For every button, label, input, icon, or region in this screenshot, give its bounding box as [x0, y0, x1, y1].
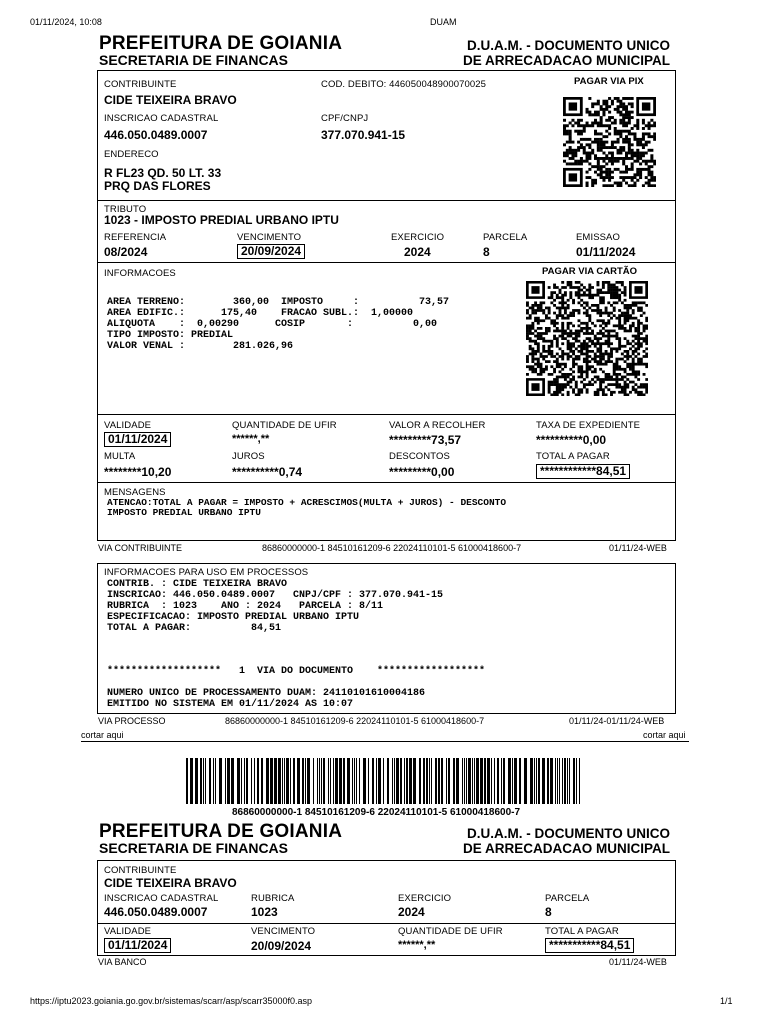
bank-inscricao-label: INSCRICAO CADASTRAL: [104, 893, 219, 904]
cod-debito: COD. DEBITO: 446050048900070025: [321, 79, 487, 90]
ufir-label: QUANTIDADE DE UFIR: [232, 420, 337, 431]
bank-total-value: ***********84,51: [545, 938, 634, 953]
endereco-label: ENDERECO: [104, 149, 159, 160]
via-processo-label: VIA PROCESSO: [98, 716, 166, 726]
emissao-label: EMISSAO: [576, 232, 620, 243]
bank-exercicio-value: 2024: [398, 905, 425, 919]
cut-here-right: cortar aqui: [643, 730, 686, 740]
bank-validade-label: VALIDADE: [104, 926, 152, 937]
doc-title-line1: D.U.A.M. - DOCUMENTO UNICO: [467, 38, 670, 53]
info-line: TIPO IMPOSTO: PREDIAL: [107, 330, 234, 341]
multa-label: MULTA: [104, 451, 136, 462]
print-title: DUAM: [430, 17, 457, 27]
bank-vencimento-label: VENCIMENTO: [251, 926, 316, 937]
via-contribuinte-label: VIA CONTRIBUINTE: [98, 543, 183, 553]
print-datetime: 01/11/2024, 10:08: [30, 17, 102, 27]
bank-doc-title-line2: DE ARRECADACAO MUNICIPAL: [463, 841, 670, 856]
exercicio-label: EXERCICIO: [391, 232, 445, 243]
bank-total-label: TOTAL A PAGAR: [545, 926, 619, 937]
pix-label: PAGAR VIA PIX: [574, 76, 644, 87]
contrib-label: CONTRIBUINTE: [104, 79, 177, 90]
bank-rubrica-value: 1023: [251, 905, 278, 919]
info-line: VALOR VENAL : 281.026,96: [107, 341, 294, 352]
bank-ufir-label: QUANTIDADE DE UFIR: [398, 926, 503, 937]
vencimento-value: 20/09/2024: [237, 244, 305, 259]
mensagem-line1: ATENCAO:TOTAL A PAGAR = IMPOSTO + ACRESCIMOS(MULTA + JUROS) - DESCONTO: [107, 497, 507, 508]
barcode-digits: 86860000000-1 84510161209-6 22024110101-5 61000418600-7: [232, 807, 521, 818]
bank-validade-value: 01/11/2024: [104, 938, 171, 953]
referencia-value: 08/2024: [104, 245, 148, 259]
total-value: ************84,51: [536, 464, 630, 479]
card-label: PAGAR VIA CARTÃO: [542, 266, 637, 277]
processos-line: ESPECIFICACAO: IMPOSTO PREDIAL URBANO IPTU: [107, 612, 360, 623]
cpf-value: 377.070.941-15: [321, 128, 406, 142]
processos-label: INFORMACOES PARA USO EM PROCESSOS: [104, 567, 309, 578]
cut-here-left: cortar aqui: [81, 730, 124, 740]
via-banco-tag: 01/11/24-WEB: [609, 957, 667, 967]
doc-title-line2: DE ARRECADACAO MUNICIPAL: [463, 53, 670, 68]
validade-value: 01/11/2024: [104, 432, 171, 447]
referencia-label: REFERENCIA: [104, 232, 167, 243]
bank-parcela-value: 8: [545, 905, 552, 919]
cpf-label: CPF/CNPJ: [321, 113, 369, 124]
parcela-label: PARCELA: [483, 232, 528, 243]
bank-inscricao-value: 446.050.0489.0007: [104, 905, 208, 919]
via-contribuinte-code: 86860000000-1 84510161209-6 22024110101-5 61000418600-7: [262, 543, 522, 553]
exercicio-value: 2024: [404, 245, 431, 259]
payment-barcode[interactable]: [186, 758, 582, 804]
via-processo-tag: 01/11/24-01/11/24-WEB: [569, 716, 665, 726]
info-line: AREA TERRENO: 360,00 IMPOSTO : 73,57: [107, 297, 450, 308]
via-processo-code: 86860000000-1 84510161209-6 22024110101-5 61000418600-7: [225, 716, 485, 726]
juros-value: **********0,74: [232, 465, 303, 479]
inscricao-label: INSCRICAO CADASTRAL: [104, 113, 219, 124]
processos-line: RUBRICA : 1023 ANO : 2024 PARCELA : 8/11: [107, 601, 384, 612]
org-title: PREFEITURA DE GOIANIA: [99, 33, 343, 54]
mensagens-label: MENSAGENS: [104, 487, 166, 498]
processos-line: INSCRICAO: 446.050.0489.0007 CNPJ/CPF : 377.070.941-15: [107, 590, 444, 601]
pix-qr-code[interactable]: [563, 97, 656, 187]
parcela-value: 8: [483, 245, 490, 259]
ufir-value: ******,**: [232, 433, 270, 445]
juros-label: JUROS: [232, 451, 265, 462]
bank-vencimento-value: 20/09/2024: [251, 939, 312, 953]
bank-contrib-label: CONTRIBUINTE: [104, 865, 177, 876]
endereco-line1: R FL23 QD. 50 LT. 33: [104, 166, 222, 180]
recolher-label: VALOR A RECOLHER: [389, 420, 486, 431]
bank-contrib-name: CIDE TEIXEIRA BRAVO: [104, 876, 237, 890]
processos-line: TOTAL A PAGAR: 84,51: [107, 623, 282, 634]
bank-ufir-value: ******,**: [398, 939, 436, 951]
tributo-value: 1023 - IMPOSTO PREDIAL URBANO IPTU: [104, 213, 339, 227]
informacoes-label: INFORMACOES: [104, 268, 176, 279]
descontos-value: *********0,00: [389, 465, 455, 479]
taxa-label: TAXA DE EXPEDIENTE: [536, 420, 641, 431]
descontos-label: DESCONTOS: [389, 451, 450, 462]
dept-title: SECRETARIA DE FINANCAS: [99, 52, 289, 68]
mensagem-line2: IMPOSTO PREDIAL URBANO IPTU: [107, 507, 261, 518]
via-contribuinte-tag: 01/11/24-WEB: [609, 543, 667, 553]
validade-label: VALIDADE: [104, 420, 152, 431]
multa-value: ********10,20: [104, 465, 172, 479]
endereco-line2: PRQ DAS FLORES: [104, 179, 211, 193]
contrib-name: CIDE TEIXEIRA BRAVO: [104, 93, 237, 107]
via-banco-label: VIA BANCO: [98, 957, 147, 967]
bank-org-title: PREFEITURA DE GOIANIA: [99, 821, 343, 842]
bank-doc-title-line1: D.U.A.M. - DOCUMENTO UNICO: [467, 826, 670, 841]
inscricao-value: 446.050.0489.0007: [104, 128, 208, 142]
recolher-value: *********73,57: [389, 433, 462, 447]
tributo-label: TRIBUTO: [104, 204, 147, 215]
taxa-value: **********0,00: [536, 433, 607, 447]
bank-exercicio-label: EXERCICIO: [398, 893, 452, 904]
info-line: ALIQUOTA : 0,00290 COSIP : 0,00: [107, 319, 438, 330]
print-page-number: 1/1: [720, 996, 733, 1006]
bank-parcela-label: PARCELA: [545, 893, 590, 904]
bank-dept-title: SECRETARIA DE FINANCAS: [99, 840, 289, 856]
card-qr-code[interactable]: [526, 281, 648, 396]
print-url[interactable]: https://iptu2023.goiania.go.gov.br/sistemas/scarr/asp/scarr35000f0.asp: [30, 996, 312, 1006]
processos-line: CONTRIB. : CIDE TEIXEIRA BRAVO: [107, 579, 288, 590]
info-line: AREA EDIFIC.: 175,40 FRACAO SUBL.: 1,00000: [107, 308, 414, 319]
via-documento-line: ******************* 1 VIA DO DOCUMENTO ******************: [107, 666, 486, 677]
total-label: TOTAL A PAGAR: [536, 451, 610, 462]
emitido-sistema: EMITIDO NO SISTEMA EM 01/11/2024 AS 10:07: [107, 699, 354, 710]
numero-unico: NUMERO UNICO DE PROCESSAMENTO DUAM: 24110101610004186: [107, 688, 426, 699]
bank-rubrica-label: RUBRICA: [251, 893, 295, 904]
vencimento-label: VENCIMENTO: [237, 232, 302, 243]
emissao-value: 01/11/2024: [576, 245, 636, 259]
